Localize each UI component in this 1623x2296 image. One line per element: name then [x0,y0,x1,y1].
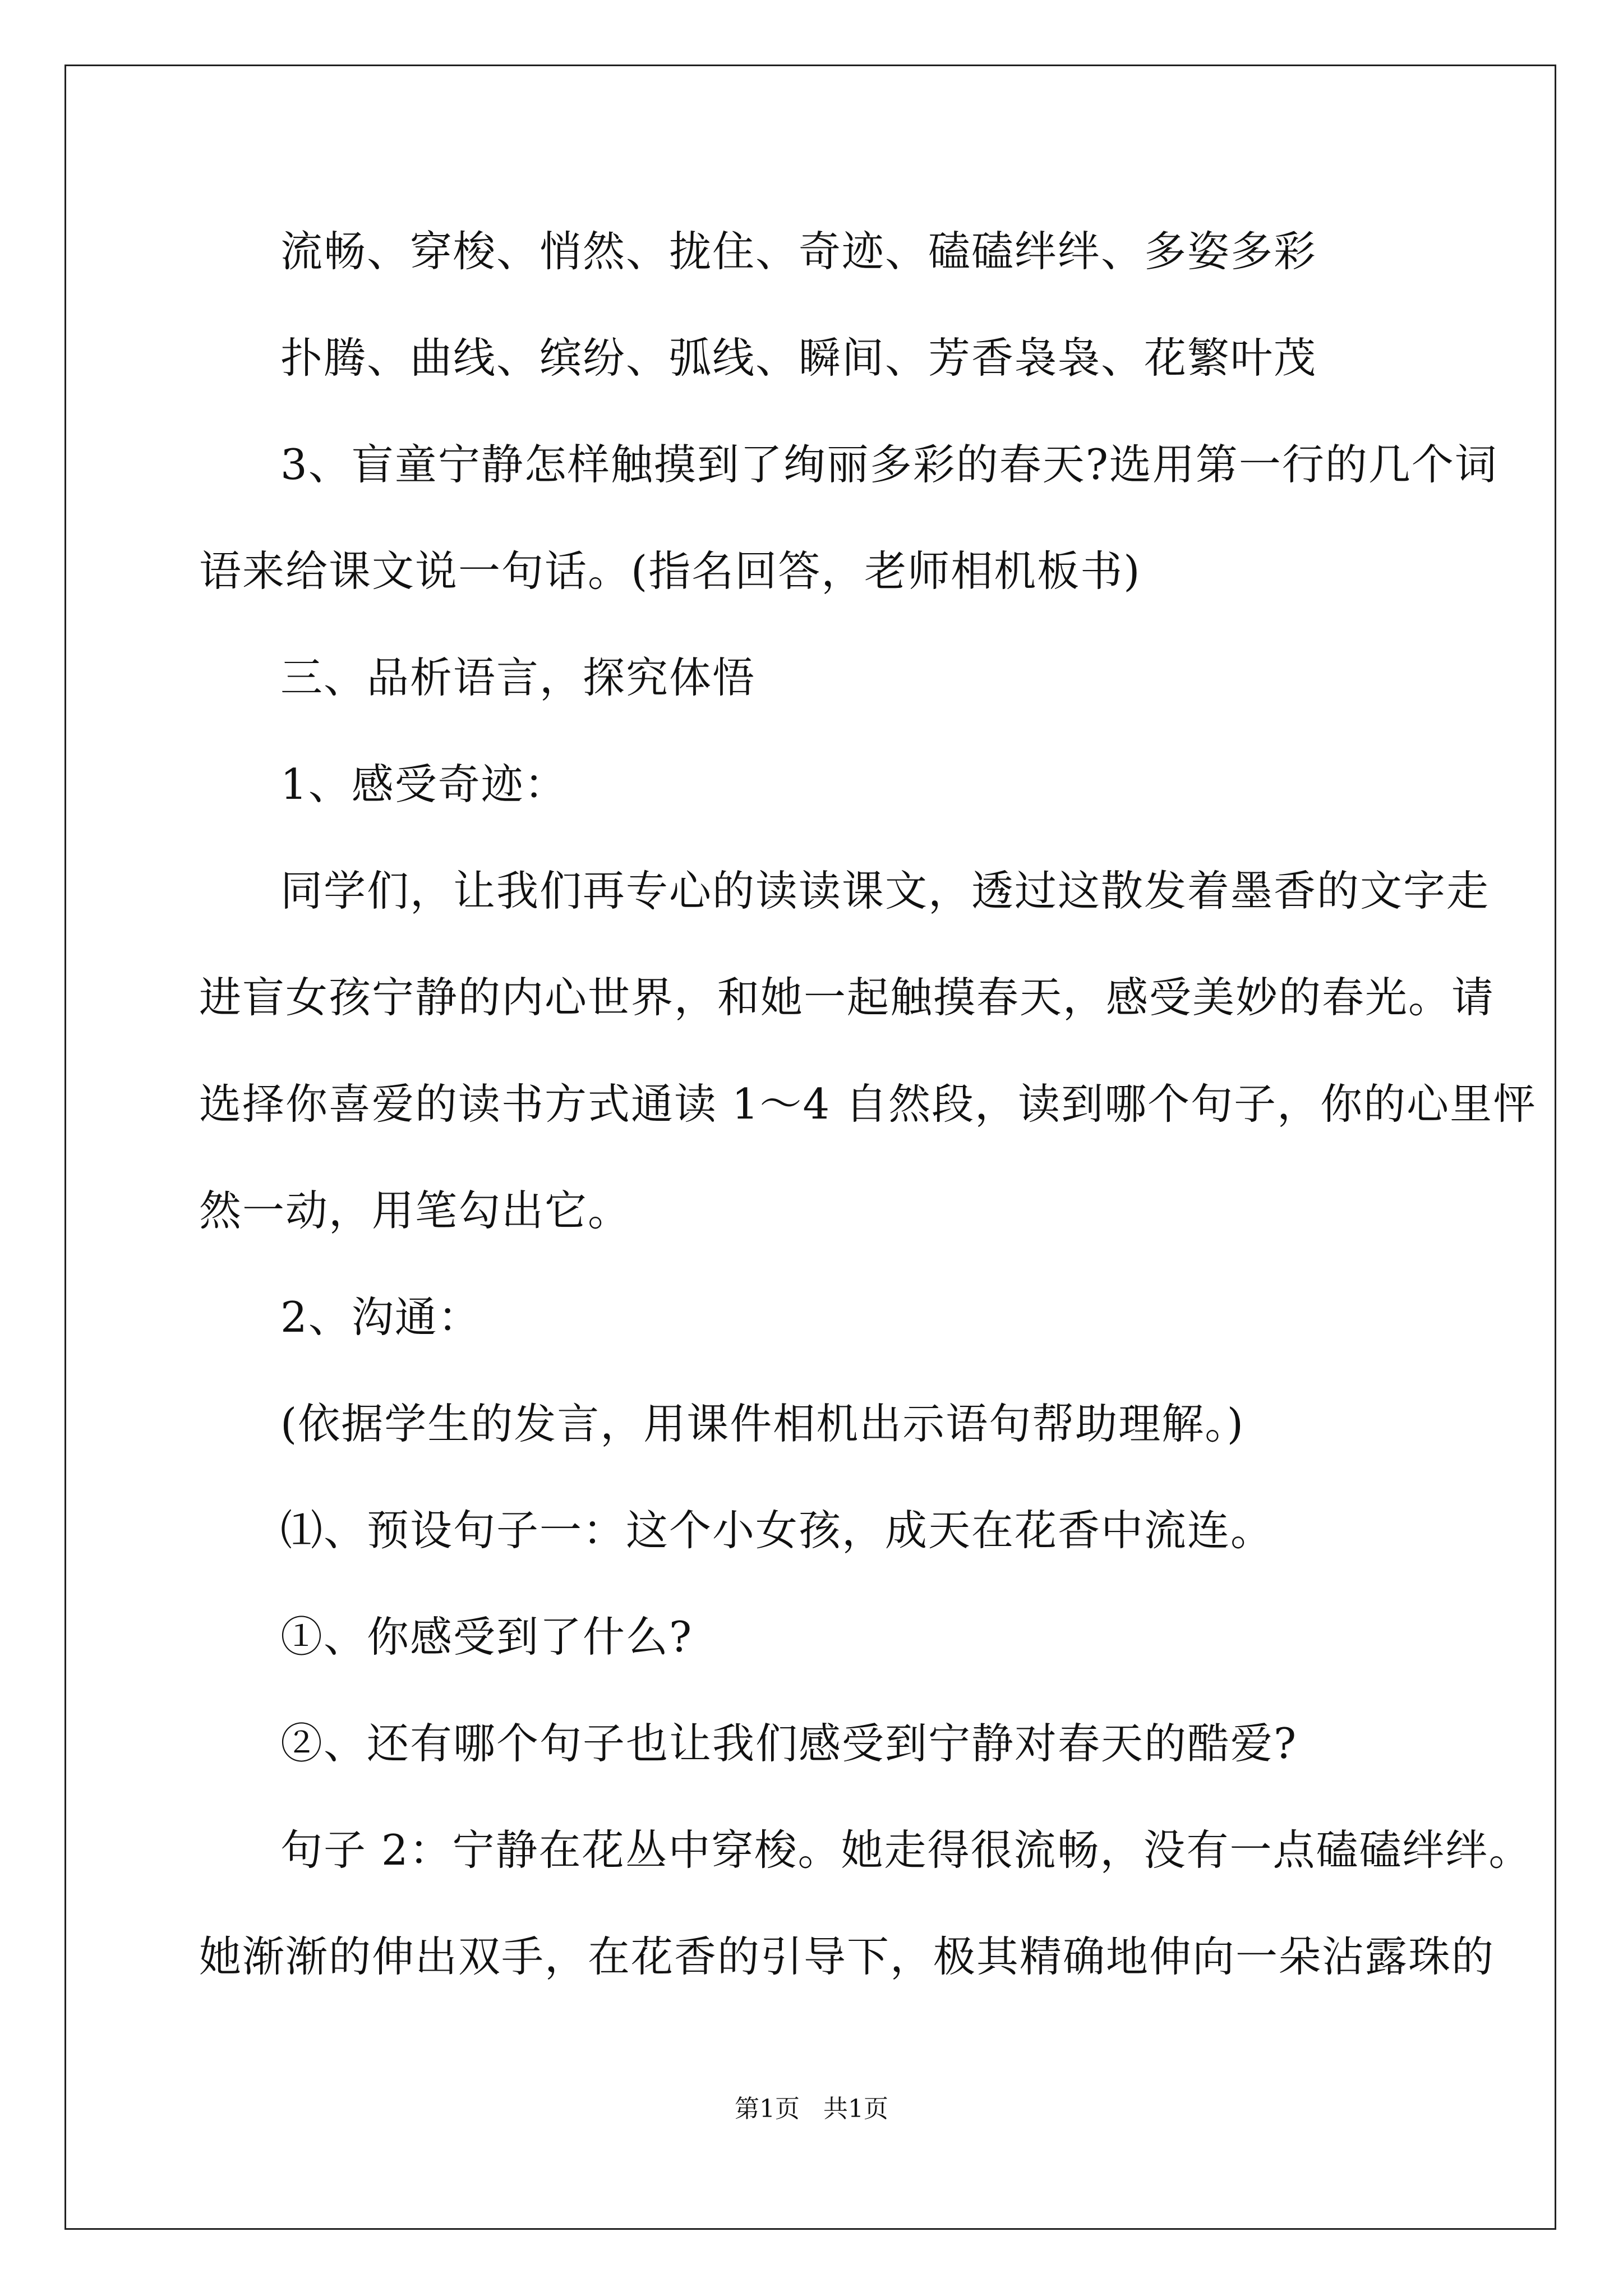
paragraph-line-4: 语来给课文说一句话。(指名回答，老师相机板书) [199,546,1141,596]
paragraph-line-7: 同学们，让我们再专心的读读课文，透过这散发着墨香的文字走 [280,866,1490,915]
section-heading: 三、品析语言，探究体悟 [280,653,756,702]
paragraph-line-13: ⑴、预设句子一：这个小女孩，成天在花香中流连。 [280,1506,1274,1555]
paragraph-line-17: 她渐渐的伸出双手，在花香的引导下，极其精确地伸向一朵沾露珠的 [199,1932,1495,1981]
page-footer: 第1页 共1页 [735,2095,888,2123]
paragraph-line-1: 流畅、穿梭、悄然、拢住、奇迹、磕磕绊绊、多姿多彩 [280,227,1317,276]
paragraph-line-10: 然一动，用笔勾出它。 [199,1186,631,1235]
paragraph-line-14: ①、你感受到了什么? [280,1612,693,1662]
page-border [64,65,1556,2230]
paragraph-line-12: (依据学生的发言，用课件相机出示语句帮助理解。) [280,1399,1245,1448]
paragraph-line-3: 3、盲童宁静怎样触摸到了绚丽多彩的春天?选用第一行的几个词 [280,440,1498,489]
paragraph-line-8: 进盲女孩宁静的内心世界，和她一起触摸春天，感受美妙的春光。请 [199,973,1495,1022]
paragraph-line-15: ②、还有哪个句子也让我们感受到宁静对春天的酷爱? [280,1719,1298,1768]
paragraph-line-9: 选择你喜爱的读书方式通读 1～4 自然段，读到哪个句子，你的心里怦 [199,1079,1537,1129]
paragraph-line-16: 句子 2：宁静在花丛中穿梭。她走得很流畅，没有一点磕磕绊绊。 [280,1825,1532,1875]
subsection-heading-1: 1、感受奇迹： [280,760,568,809]
subsection-heading-2: 2、沟通： [280,1292,481,1342]
paragraph-line-2: 扑腾、曲线、缤纷、弧线、瞬间、芳香袅袅、花繁叶茂 [280,333,1317,383]
